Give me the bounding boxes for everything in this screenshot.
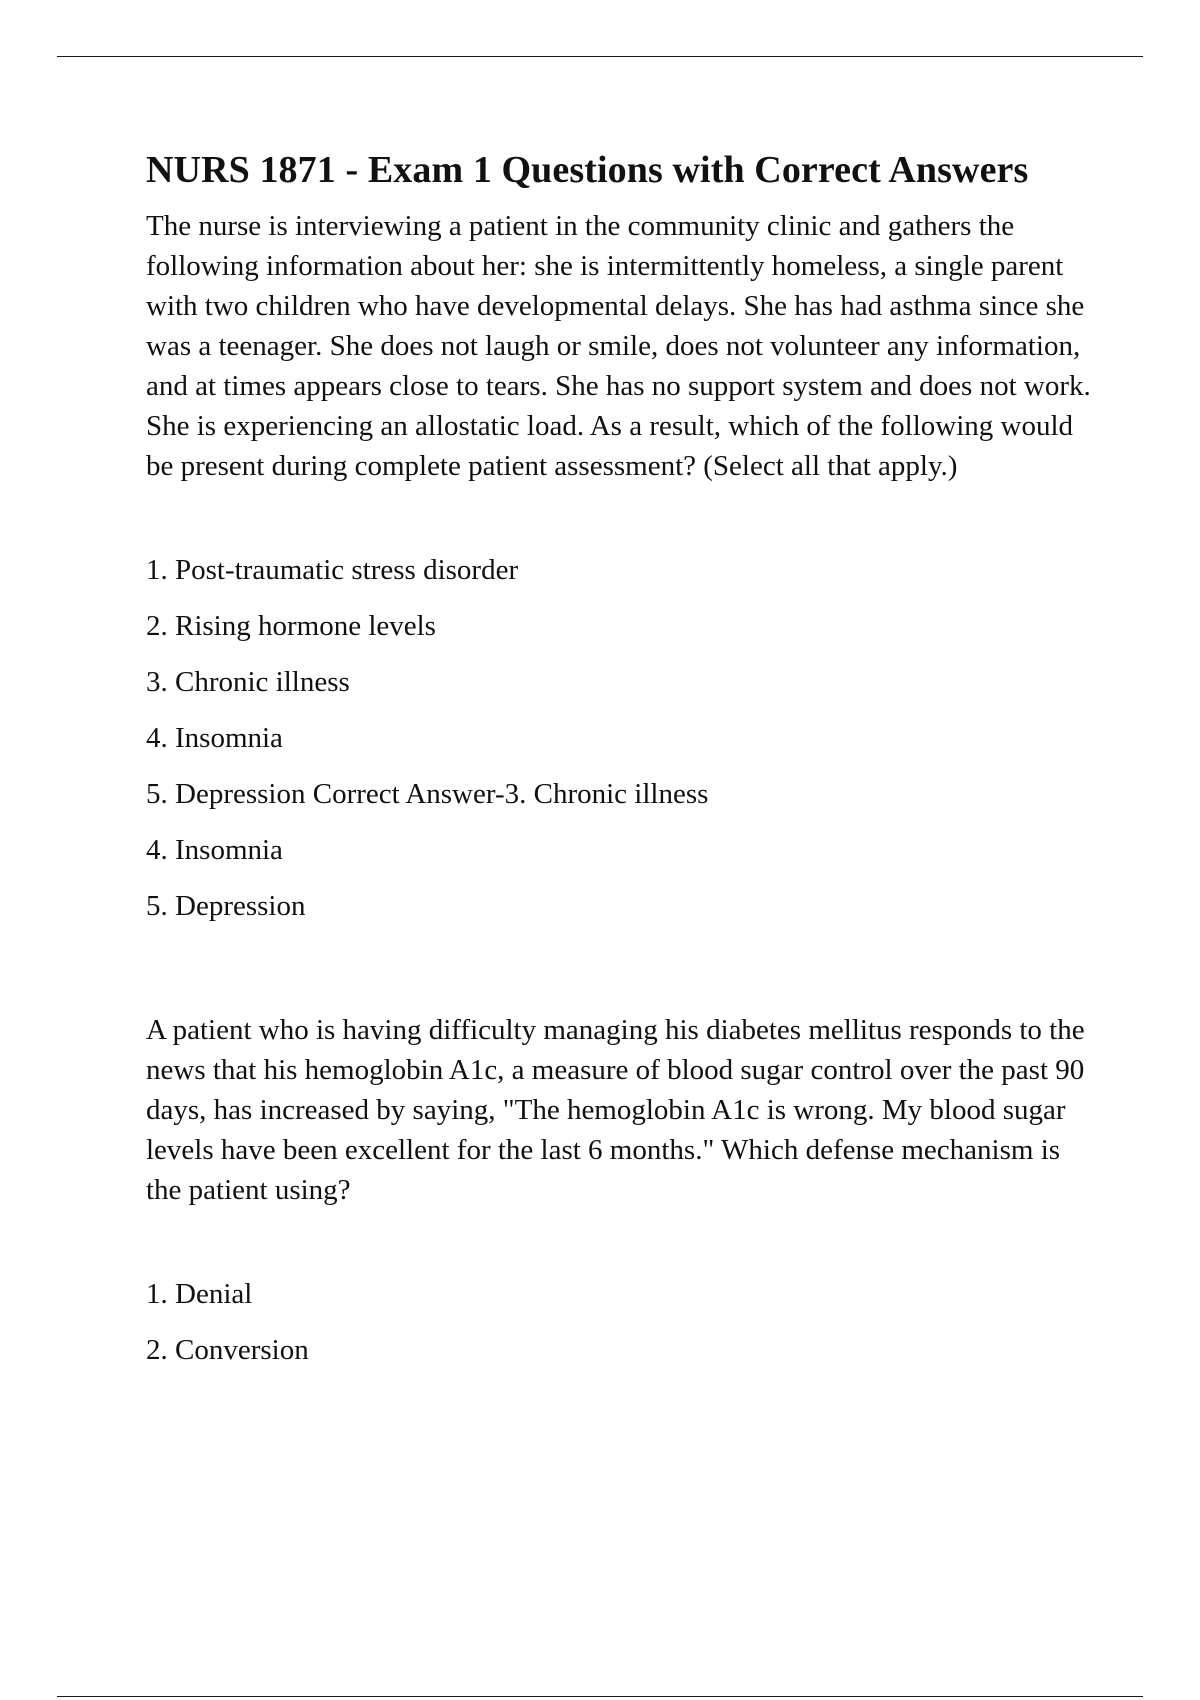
question-1-line-6: 4. Insomnia [146,834,283,866]
question-1-stem: The nurse is interviewing a patient in the community clinic and gathers the following information about her: she is intermittently homeless, a single parent with two children who have developmental delays. She has had asthma since she was a teenager. She does not laugh or smile, does not volunteer any information, and at times appears close to tears. She has no support system and does not work. She is experiencing an allostatic load. As a result, which of the following would be present during complete patient assessment? (Select all that apply.) [146,210,1091,482]
page-title: NURS 1871 - Exam 1 Questions with Correct Answers [146,149,1029,191]
header-rule [57,56,1143,57]
question-1-line-3: 3. Chronic illness [146,666,350,698]
question-1-line-7: 5. Depression [146,890,306,922]
question-2-line-2: 2. Conversion [146,1334,309,1366]
question-2-options [146,1276,1096,1388]
question-2-line-1: 1. Denial [146,1278,253,1310]
footer-rule [57,1696,1143,1697]
question-1-answer-line: 5. Depression Correct Answer-3. Chronic illness [146,778,709,810]
question-1-options [146,552,1096,944]
question-2-stem: A patient who is having difficulty managing his diabetes mellitus responds to the news that his hemoglobin A1c, a measure of blood sugar control over the past 90 days, has increased by saying, "The hemoglobin A1c is wrong. My blood sugar levels have been excellent for the last 6 months." Which defense mechanism is the patient using? [146,1014,1085,1206]
question-1-line-2: 2. Rising hormone levels [146,610,436,642]
question-1-line-4: 4. Insomnia [146,722,283,754]
page-content [146,142,1096,1388]
question-1-line-1: 1. Post-traumatic stress disorder [146,554,519,586]
